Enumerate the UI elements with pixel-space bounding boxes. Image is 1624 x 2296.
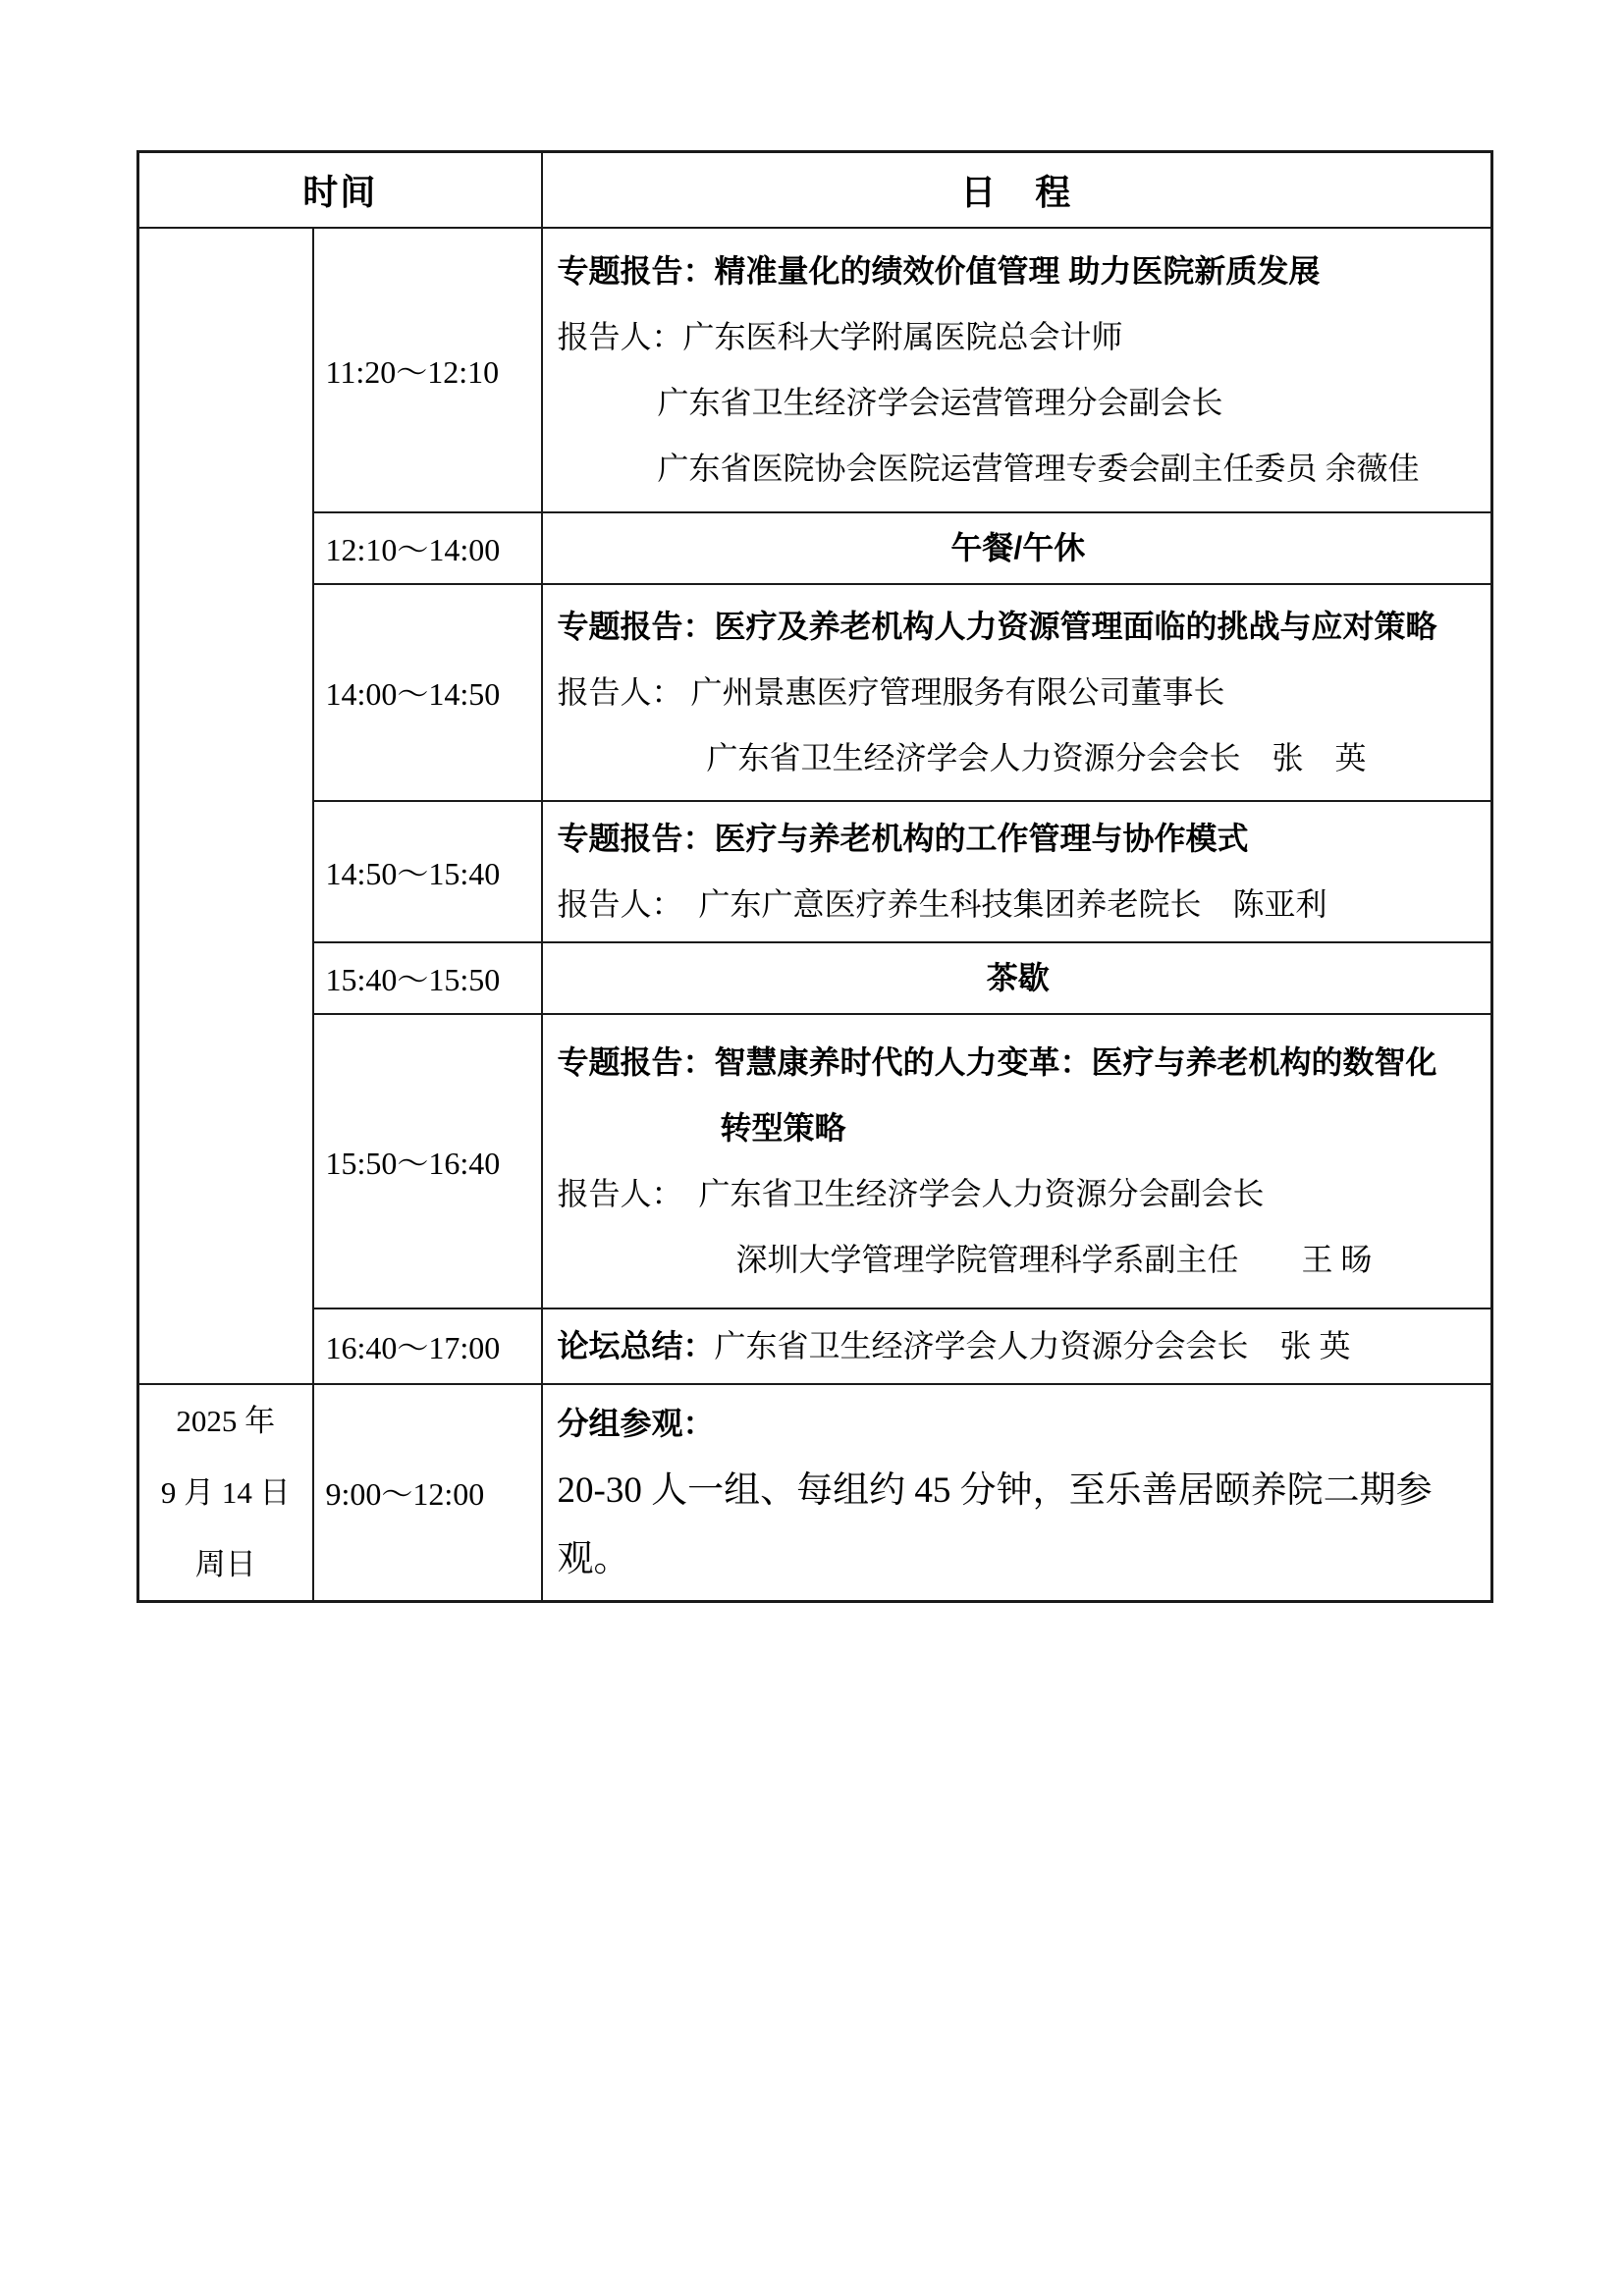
schedule-table [136,150,1493,1603]
date-year-line: 2025 年 [176,1403,276,1438]
time-cell: 16:40～17:00 [313,1308,542,1384]
date-cell [138,1384,313,1602]
agenda-cell [542,512,1492,584]
table-row [138,942,1492,1014]
session-title: 专题报告：智慧康养时代的人力变革：医疗与养老机构的数智化 [557,1043,1437,1080]
session-title: 专题报告：精准量化的绩效价值管理 助力医院新质发展 [557,252,1321,289]
table-row [138,584,1492,801]
speaker-line: 报告人： 广州景惠医疗管理服务有限公司董事长 [557,673,1225,710]
session-title-wrap: 转型策略 [720,1109,846,1146]
agenda-cell [542,942,1492,1014]
agenda-cell [542,228,1492,512]
header-agenda-cell: 日 程 [542,152,1492,228]
speaker-title-line: 广东省卫生经济学会运营管理分会副会长 [657,384,1223,420]
date-spacer-cell [138,228,313,1384]
summary-rest: 广东省卫生经济学会人力资源分会会长 张 英 [714,1327,1351,1363]
speaker-title-line: 广东省卫生经济学会人力资源分会会长 张 英 [706,739,1367,775]
table-row [138,801,1492,942]
agenda-cell [542,1308,1492,1384]
agenda-cell [542,801,1492,942]
time-cell: 15:40～15:50 [313,942,542,1014]
agenda-cell [542,1384,1492,1602]
speaker-line: 报告人：广东医科大学附属医院总会计师 [557,318,1123,354]
session-title: 专题报告：医疗及养老机构人力资源管理面临的挑战与应对策略 [557,608,1437,644]
date-weekday-line: 周日 [194,1546,256,1581]
table-row [138,228,1492,512]
tea-break-label: 茶歇 [986,959,1050,995]
table-row [138,1014,1492,1308]
speaker-line: 报告人： 广东省卫生经济学会人力资源分会副会长 [557,1175,1265,1211]
table-row [138,1384,1492,1602]
time-cell: 14:50～15:40 [313,801,542,942]
time-cell: 11:20～12:10 [313,228,542,512]
agenda-cell [542,1014,1492,1308]
tour-detail-line: 观。 [557,1538,630,1579]
table-row [138,512,1492,584]
session-title: 专题报告：医疗与养老机构的工作管理与协作模式 [557,820,1249,856]
time-cell: 12:10～14:00 [313,512,542,584]
summary-prefix: 论坛总结： [557,1327,715,1363]
tour-heading: 分组参观： [557,1405,715,1441]
speaker-line: 报告人： 广东广意医疗养生科技集团养老院长 陈亚利 [557,885,1327,922]
agenda-cell [542,584,1492,801]
table-row [138,1308,1492,1384]
time-cell: 14:00～14:50 [313,584,542,801]
speaker-title-line: 广东省医院协会医院运营管理专委会副主任委员 余薇佳 [657,450,1420,486]
meal-label: 午餐/午休 [950,529,1086,565]
time-cell: 9:00～12:00 [313,1384,542,1602]
date-day-line: 9 月 14 日 [160,1474,291,1510]
time-cell: 15:50～16:40 [313,1014,542,1308]
header-time-cell: 时间 [138,152,542,228]
tour-detail-line: 20-30 人一组、每组约 45 分钟，至乐善居颐养院二期参 [557,1469,1433,1511]
summary-line [558,1313,1480,1379]
header-row [138,152,1492,228]
speaker-title-line: 深圳大学管理学院管理科学系副主任 王 旸 [735,1241,1373,1277]
